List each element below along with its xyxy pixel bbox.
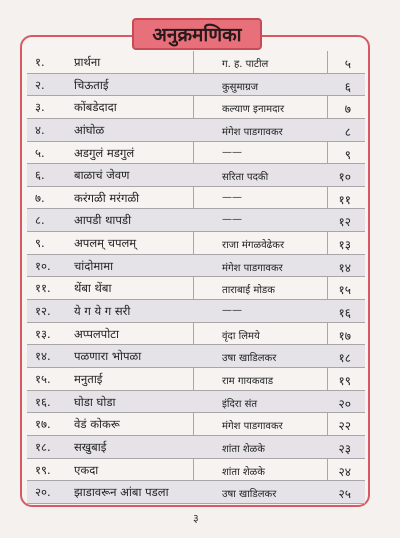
entry-author: मंगेश पाडगावकर [222, 262, 283, 274]
contents-row [27, 96, 365, 119]
entry-author: ग. ह. पाटील [222, 59, 269, 70]
contents-row [27, 232, 365, 255]
contents-row [27, 277, 365, 300]
contents-row [27, 436, 365, 459]
entry-title: प्रार्थना [74, 55, 101, 69]
entry-number: १९. [35, 462, 51, 477]
entry-page-number: १० [338, 170, 351, 185]
contents-row [27, 187, 365, 210]
contents-row [27, 391, 365, 414]
entry-number: ४. [35, 122, 45, 137]
contents-row [27, 51, 365, 74]
entry-title: झाडावरून आंबा पडला [74, 485, 169, 500]
entry-title: थेंबा थेंबा [74, 281, 112, 296]
entry-number: १३. [35, 326, 51, 341]
entry-page-number: १९ [338, 373, 351, 388]
contents-row [27, 459, 365, 482]
entry-author: उषा खाडिलकर [222, 489, 277, 501]
contents-title-box [132, 18, 262, 50]
entry-page-number: ६ [344, 79, 351, 94]
entry-page-number: २२ [338, 419, 351, 434]
entry-author: —— [222, 191, 242, 203]
entry-author: सरिता पदकी [222, 172, 269, 184]
contents-row [27, 209, 365, 232]
entry-number: १०. [35, 258, 51, 273]
entry-page-number: ७ [344, 102, 351, 117]
entry-title: चिऊताई [74, 77, 109, 92]
entry-author: उषा खाडिलकर [222, 353, 277, 365]
entry-author: मंगेश पाडगावकर [222, 126, 283, 138]
entry-title: वेडं कोकरू [74, 417, 120, 432]
entry-author: वृंदा लिमये [222, 330, 260, 342]
entry-title: मनुताई [74, 371, 103, 386]
entry-page-number: ५ [344, 57, 351, 71]
entry-number: २०. [35, 485, 51, 500]
entry-number: ६. [35, 168, 45, 183]
entry-title: पळणारा भोपळा [74, 349, 142, 364]
entry-author: मंगेश पाडगावकर [222, 421, 283, 433]
entry-author: राम गायकवाड [222, 375, 274, 387]
contents-title: अनुक्रमणिका [152, 24, 242, 46]
entry-author: शांता शेळके [222, 443, 265, 455]
contents-row [27, 413, 365, 436]
entry-page-number: २० [338, 396, 351, 411]
contents-row [27, 323, 365, 346]
entry-page-number: १५ [338, 283, 351, 298]
entry-title: अप्पलपोटा [74, 326, 119, 341]
contents-row [27, 345, 365, 368]
entry-title: ये ग ये ग सरी [74, 304, 131, 319]
page-number: ३ [193, 512, 199, 525]
entry-page-number: १३ [338, 238, 351, 253]
entry-number: ९. [35, 236, 45, 251]
entry-number: १५. [35, 371, 51, 386]
entry-number: ३. [35, 100, 45, 115]
entry-author: —— [222, 305, 242, 317]
entry-number: १८. [35, 439, 51, 454]
entry-number: ५. [35, 145, 45, 160]
contents-row [27, 119, 365, 142]
entry-author: इंदिरा संत [222, 398, 258, 410]
entry-page-number: २५ [338, 487, 351, 502]
entry-title: अपलम् चपलम् [74, 236, 137, 251]
entry-title: कोंबडेदादा [74, 100, 117, 115]
entry-title: बाळाचं जेवण [74, 168, 130, 183]
entry-page-number: १६ [338, 306, 351, 321]
entry-number: १. [35, 55, 45, 69]
entry-page-number: १२ [338, 215, 351, 230]
entry-number: ११. [35, 281, 51, 296]
entry-title: आंघोळ [74, 122, 105, 137]
contents-row [27, 142, 365, 165]
contents-row [27, 74, 365, 97]
contents-row [27, 255, 365, 278]
entry-number: १२. [35, 304, 51, 319]
entry-page-number: ८ [344, 124, 351, 139]
entry-title: आपडी थापडी [74, 213, 132, 228]
entry-number: १६. [35, 394, 51, 409]
entry-number: ८. [35, 213, 45, 228]
entry-number: २. [35, 77, 45, 92]
entry-page-number: १४ [338, 260, 351, 275]
entry-title: करंगळी मरंगळी [74, 190, 140, 205]
entry-number: ७. [35, 190, 45, 205]
entry-author: —— [222, 214, 242, 226]
entry-page-number: ९ [344, 147, 351, 162]
entry-author: —— [222, 146, 242, 158]
entry-page-number: २३ [338, 441, 351, 456]
entry-title: चांदोमामा [74, 258, 114, 273]
entry-title: सखुबाई [74, 439, 107, 454]
entry-title: घोडा घोडा [74, 394, 116, 409]
entry-author: शांता शेळके [222, 466, 265, 478]
entry-author: राजा मंगळवेढेकर [222, 240, 285, 252]
entry-author: ताराबाई मोडक [222, 285, 275, 297]
entry-author: कुसुमाग्रज [222, 81, 259, 93]
contents-row [27, 300, 365, 323]
entry-number: १४. [35, 349, 51, 364]
contents-row [27, 164, 365, 187]
entry-title: अडगुलं मडगुलं [74, 145, 135, 160]
entry-author: कल्याण इनामदार [222, 104, 285, 116]
entry-page-number: १८ [338, 351, 351, 366]
contents-row [27, 481, 365, 504]
entry-page-number: २४ [338, 464, 351, 479]
entry-title: एकदा [74, 462, 99, 477]
contents-row [27, 368, 365, 391]
contents-table [27, 51, 365, 504]
entry-page-number: १७ [338, 328, 351, 343]
entry-number: १७. [35, 417, 51, 432]
entry-page-number: ११ [338, 192, 351, 207]
